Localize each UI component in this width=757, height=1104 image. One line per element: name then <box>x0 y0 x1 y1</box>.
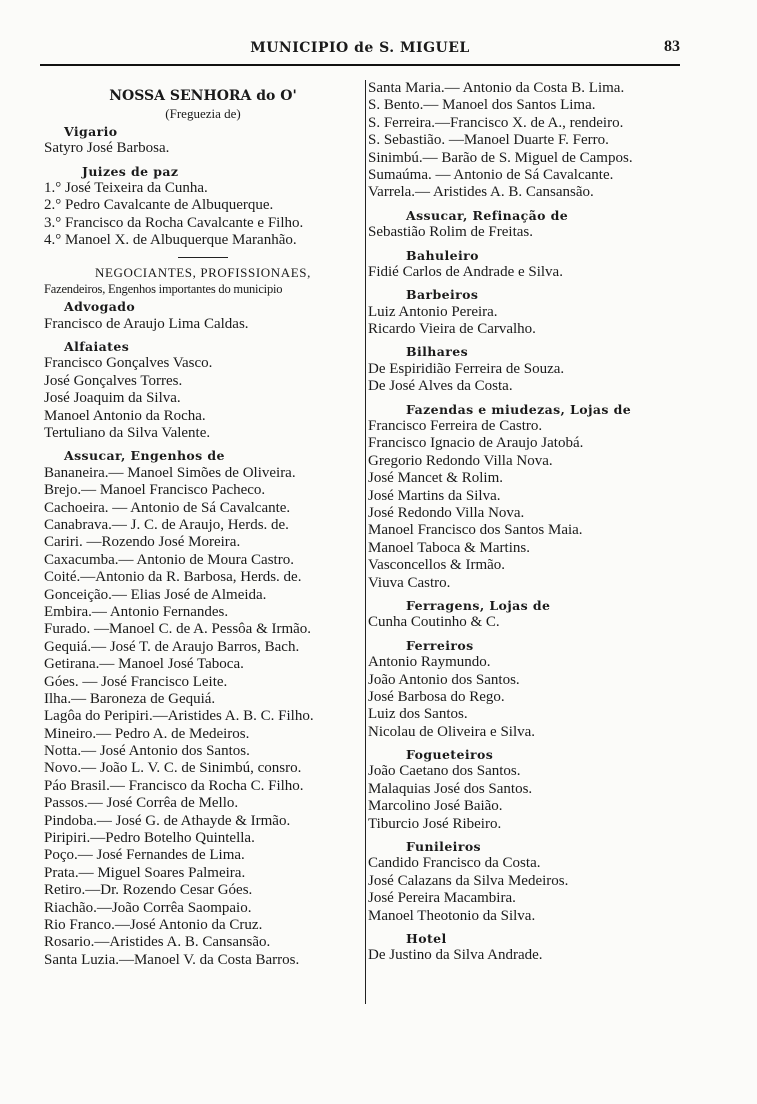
list-item: Rosario.—Aristides A. B. Cansansão. <box>44 934 271 951</box>
list-item: De Espiridião Ferreira de Souza. <box>368 360 565 377</box>
refinacao-heading: Assucar, Refinação de <box>406 207 569 223</box>
alfaiates-heading: Alfaiates <box>64 339 130 355</box>
left-column <box>44 80 362 969</box>
list-item: Góes. — José Francisco Leite. <box>44 673 228 690</box>
list-item: Viuva Castro. <box>368 574 451 591</box>
list-item: José Joaquim da Silva. <box>44 390 181 407</box>
list-item: Francisco Ignacio de Araujo Jatobá. <box>368 435 584 452</box>
list-item: Sinimbú.— Barão de S. Miguel de Campos. <box>368 149 633 166</box>
engenhos-continued-list <box>368 80 684 202</box>
list-item: Notta.— José Antonio dos Santos. <box>44 743 250 760</box>
list-item: Nicolau de Oliveira e Silva. <box>368 723 536 740</box>
list-item: Santa Maria.— Antonio da Costa B. Lima. <box>368 80 625 96</box>
list-item: Manoel Antonio da Rocha. <box>44 407 206 424</box>
list-item: Novo.— João L. V. C. de Sinimbú, consro. <box>44 760 302 777</box>
list-item: Pindoba.— José G. de Athayde & Irmão. <box>44 812 291 829</box>
list-item: Sumaúma. — Antonio de Sá Cavalcante. <box>368 166 614 183</box>
list-item: Francisco Gonçalves Vasco. <box>44 355 213 372</box>
list-item: Piripiri.—Pedro Botelho Quintella. <box>44 830 255 847</box>
running-head: MUNICIPIO de S. MIGUEL <box>250 40 470 56</box>
list-item: Varrela.— Aristides A. B. Cansansão. <box>368 184 594 201</box>
list-item: Prata.— Miguel Soares Palmeira. <box>44 864 246 881</box>
list-item: Passos.— José Corrêa de Mello. <box>44 795 239 812</box>
list-item: Cunha Coutinho & C. <box>368 614 500 631</box>
list-item: Riachão.—João Corrêa Saompaio. <box>44 899 252 916</box>
list-item: 1.° José Teixeira da Cunha. <box>44 179 208 196</box>
bahuleiro-heading: Bahuleiro <box>406 247 479 263</box>
list-item: Coité.—Antonio da R. Barbosa, Herds. de. <box>44 569 302 586</box>
list-item: Vasconcellos & Irmão. <box>368 557 506 574</box>
section-rule <box>178 257 228 258</box>
list-item: Manoel Theotonio da Silva. <box>368 907 536 924</box>
list-item: S. Bento.— Manoel dos Santos Lima. <box>368 97 596 114</box>
parish-subtitle: (Freguezia de) <box>165 106 241 122</box>
list-item: Ricardo Vieira de Carvalho. <box>368 321 536 338</box>
list-item: 2.° Pedro Cavalcante de Albuquerque. <box>44 197 274 214</box>
fogueteiros-list <box>368 763 684 833</box>
list-item: 4.° Manoel X. de Albuquerque Maranhão. <box>44 232 297 249</box>
negociantes-subheading: Fazendeiros, Engenhos importantes do municipio <box>44 281 283 296</box>
fogueteiros-heading: Fogueteiros <box>406 747 494 763</box>
funileiros-list <box>368 855 684 925</box>
ferreiros-list <box>368 654 684 741</box>
list-item: S. Ferreira.—Francisco X. de A., rendeiro. <box>368 114 624 131</box>
hotel-heading: Hotel <box>406 930 447 946</box>
juizes-list <box>44 180 362 250</box>
list-item: Páo Brasil.— Francisco da Rocha C. Filho. <box>44 777 304 794</box>
list-item: S. Sebastião. —Manoel Duarte F. Ferro. <box>368 132 609 149</box>
list-item: José Pereira Macambira. <box>368 890 516 907</box>
list-item: Malaquias José dos Santos. <box>368 780 533 797</box>
ferreiros-heading: Ferreiros <box>406 637 474 653</box>
list-item: Tertuliano da Silva Valente. <box>44 425 211 442</box>
list-item: De José Alves da Costa. <box>368 378 513 395</box>
list-item: Cachoeira. — Antonio de Sá Cavalcante. <box>44 499 291 516</box>
list-item: Manoel Taboca & Martins. <box>368 539 530 556</box>
assucar-engenhos-heading: Assucar, Engenhos de <box>64 448 225 464</box>
fazendas-list <box>368 418 684 592</box>
list-item: Mineiro.— Pedro A. de Medeiros. <box>44 725 250 742</box>
list-item: Luiz dos Santos. <box>368 706 468 723</box>
funileiros-heading: Funileiros <box>406 839 481 855</box>
list-item: Luiz Antonio Pereira. <box>368 303 498 320</box>
list-item: José Calazans da Silva Medeiros. <box>368 872 569 889</box>
vigario-heading: Vigario <box>64 123 118 139</box>
list-item: Furado. —Manoel C. de A. Pessôa & Irmão. <box>44 621 312 638</box>
fazendas-heading: Fazendas e miudezas, Lojas de <box>406 401 632 417</box>
parish-title: NOSSA SENHORA do O' <box>109 88 297 104</box>
bilhares-heading: Bilhares <box>406 344 469 360</box>
list-item: Gequiá.— José T. de Araujo Barros, Bach. <box>44 638 300 655</box>
list-item: Candido Francisco da Costa. <box>368 855 541 872</box>
list-item: João Caetano dos Santos. <box>368 763 521 780</box>
engenhos-list <box>44 465 362 969</box>
page-number: 83 <box>664 38 680 55</box>
list-item: Cariri. —Rozendo José Moreira. <box>44 534 241 551</box>
list-item: Getirana.— Manoel José Taboca. <box>44 656 244 673</box>
ferragens-heading: Ferragens, Lojas de <box>406 597 551 613</box>
page-header <box>40 38 680 66</box>
list-item: Brejo.— Manoel Francisco Pacheco. <box>44 482 266 499</box>
column-divider <box>365 80 366 1004</box>
list-item: José Gonçalves Torres. <box>44 372 183 389</box>
negociantes-heading: NEGOCIANTES, PROFISSIONAES, <box>95 264 311 280</box>
list-item: Poço.— José Fernandes de Lima. <box>44 847 245 864</box>
list-item: 3.° Francisco da Rocha Cavalcante e Filho. <box>44 214 304 231</box>
list-item: Gonceição.— Elias José de Almeida. <box>44 586 267 603</box>
list-item: Rio Franco.—José Antonio da Cruz. <box>44 916 263 933</box>
list-item: João Antonio dos Santos. <box>368 671 520 688</box>
list-item: José Mancet & Rolim. <box>368 470 503 487</box>
alfaiates-list <box>44 355 362 442</box>
list-item: Lagôa do Peripiri.—Aristides A. B. C. Filho. <box>44 708 314 725</box>
list-item: Ilha.— Baroneza de Gequiá. <box>44 690 216 707</box>
list-item: Antonio Raymundo. <box>368 654 491 671</box>
vigario-name: Satyro José Barbosa. <box>44 140 170 157</box>
barbeiros-heading: Barbeiros <box>406 287 479 303</box>
advogado-heading: Advogado <box>64 299 136 315</box>
list-item: Canabrava.— J. C. de Araujo, Herds. de. <box>44 516 289 533</box>
list-item: Marcolino José Baião. <box>368 798 503 815</box>
right-column <box>368 80 684 965</box>
list-item: Caxacumba.— Antonio de Moura Castro. <box>44 551 294 568</box>
list-item: Tiburcio José Ribeiro. <box>368 815 502 832</box>
list-item: Francisco de Araujo Lima Caldas. <box>44 315 249 332</box>
juizes-heading: Juizes de paz <box>82 163 179 179</box>
list-item: Francisco Ferreira de Castro. <box>368 418 543 435</box>
list-item: Gregorio Redondo Villa Nova. <box>368 452 553 469</box>
list-item: José Redondo Villa Nova. <box>368 504 525 521</box>
list-item: De Justino da Silva Andrade. <box>368 947 543 964</box>
list-item: Sebastião Rolim de Freitas. <box>368 224 533 241</box>
list-item: Bananeira.— Manoel Simões de Oliveira. <box>44 464 296 481</box>
list-item: José Martins da Silva. <box>368 487 501 504</box>
list-item: José Barbosa do Rego. <box>368 688 505 705</box>
list-item: Manoel Francisco dos Santos Maia. <box>368 522 583 539</box>
list-item: Retiro.—Dr. Rozendo Cesar Góes. <box>44 882 253 899</box>
list-item: Santa Luzia.—Manoel V. da Costa Barros. <box>44 951 300 968</box>
list-item: Embira.— Antonio Fernandes. <box>44 603 229 620</box>
list-item: Fidié Carlos de Andrade e Silva. <box>368 263 563 280</box>
